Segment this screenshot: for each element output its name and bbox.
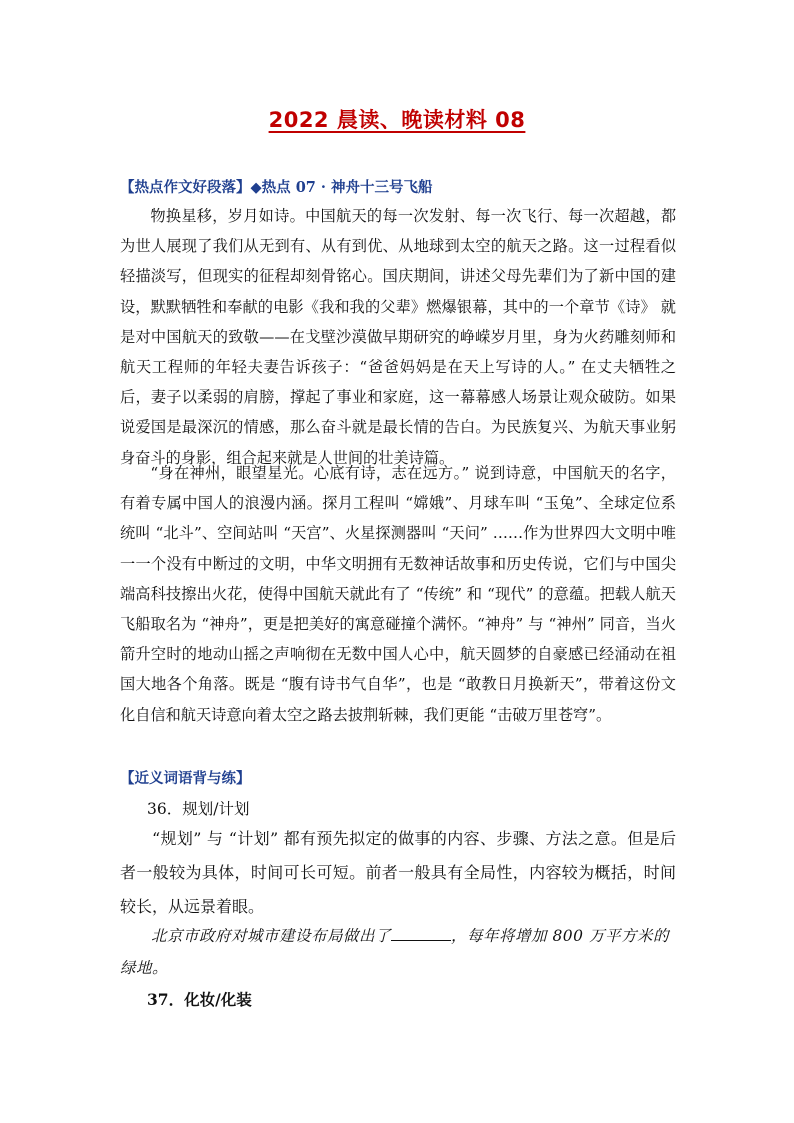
- document-title: [0, 104, 794, 134]
- example-text-before: 北京市政府对城市建设布局做出了: [151, 927, 392, 945]
- item-37-title: 37．化妆/化装: [147, 990, 252, 1009]
- example-text-after: ，每年将增加 800 万平方米的绿地。: [120, 927, 669, 977]
- item-36-title: 36．规划/计划: [147, 800, 250, 818]
- item-36-example: [120, 920, 676, 984]
- answer-blank[interactable]: [391, 926, 451, 941]
- item-36-explanation: “规划” 与 “计划” 都有预先拟定的做事的内容、步骤、方法之意。但是后者一般较为具体，时间可长可短。前者一般具有全局性，内容较为概括，时间较长，从远景着眼。: [120, 829, 676, 916]
- synonyms-heading: 【近义词语背与练】: [120, 770, 251, 787]
- hot-topic-heading: 【热点作文好段落】◆热点 07 · 神舟十三号飞船: [120, 179, 433, 196]
- hot-topic-paragraph-2: “身在神州，眼望星光。心底有诗，志在远方。” 说到诗意，中国航天的名字，有着专属中国人的浪漫内涵。探月工程叫 “嫦娥”、月球车叫 “玉兔”、全球定位系统叫 “北斗”、空间站叫 “天宫”、火星探测器叫 “天问” ……作为世界四大文明中唯一一个没有中断过的文明，中华文明拥有无数神话故事和历史传说，它们与中国尖端高科技擦出火花，使得中国航天就此有了 “传统” 和 “现代” 的意蕴。把载人航天飞船取名为 “神舟”，更是把美好的寓意碰撞个满怀。“神舟” 与 “神州” 同音，当火箭升空时的地动山摇之声响彻在无数中国人心中，航天圆梦的自豪感已经涌动在祖国大地各个角落。既是 “腹有诗书气自华”，也是 “敢教日月换新天”，带着这份文化自信和航天诗意向着太空之路去披荆斩棘，我们更能 “击破万里苍穹”。: [120, 464, 676, 724]
- document-title-text: 2022 晨读、晚读材料 08: [268, 108, 526, 132]
- hot-topic-paragraph-1: 物换星移，岁月如诗。中国航天的每一次发射、每一次飞行、每一次超越，都为世人展现了我们从无到有、从有到优、从地球到太空的航天之路。这一过程看似轻描淡写，但现实的征程却刻骨铭心。国庆期间，讲述父母先辈们为了新中国的建设，默默牺牲和奉献的电影《我和我的父辈》燃爆银幕，其中的一个章节《诗》 就是对中国航天的致敬——在戈壁沙漠做早期研究的峥嵘岁月里，身为火药雕刻师和航天工程师的年轻夫妻告诉孩子：“爸爸妈妈是在天上写诗的人。” 在丈夫牺牲之后，妻子以柔弱的肩膀，撑起了事业和家庭，这一幕幕感人场景让观众破防。如果说爱国是最深沉的情感，那么奋斗就是最长情的告白。为民族复兴、为航天事业躬身奋斗的身影，组合起来就是人世间的壮美诗篇。: [120, 207, 676, 467]
